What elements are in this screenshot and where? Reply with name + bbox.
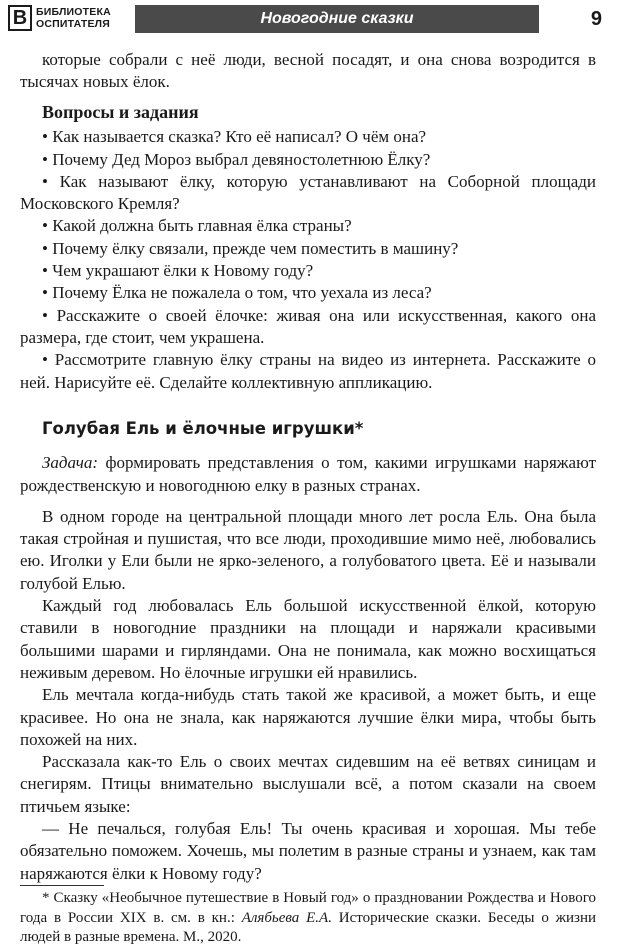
story-paragraph: Каждый год любовалась Ель большой искусственной ёлкой, которую ставили в новогодние праздники на площади и наряжали красивыми большими шарами и гирляндами. Она не понимала, как можно восхищаться неживым деревом. Но ёлочные игрушки ей нравились. — [20, 596, 596, 682]
question-item: • Почему Дед Мороз выбрал девяностолетнюю Ёлку? — [42, 149, 431, 169]
question-item: • Почему Ёлка не пожалела о том, что уехала из леса? — [42, 283, 432, 303]
question-item: • Расскажите о своей ёлочке: живая она или искусственная, какого она размера, где стоит, чем украшена. — [20, 305, 596, 347]
story-paragraph: В одном городе на центральной площади много лет росла Ель. Она была такая стройная и пушистая, что все люди, проходившие мимо неё, любовались ею. Иголки у Ели были не ярко-зеленого, а голубоватого цвета. Её и называли голубой Елью. — [20, 506, 596, 593]
questions-heading: Вопросы и задания — [42, 102, 199, 122]
series-logo-letter: В — [8, 5, 32, 31]
question-item: • Какой должна быть главная ёлка страны? — [42, 216, 352, 236]
footnote-author: Алябьева Е.А. — [241, 909, 332, 926]
footnote-divider — [20, 885, 104, 886]
series-logo-text — [36, 6, 111, 30]
series-logo-line2: ОСПИТАТЕЛЯ — [36, 18, 110, 30]
question-item: • Как называется сказка? Кто её написал? О чём она? — [42, 127, 427, 147]
series-logo-line1: БИБЛИОТЕКА — [36, 6, 111, 18]
task-label: Задача: — [42, 453, 99, 473]
footnote-paragraph — [20, 889, 596, 948]
story-paragraph: — Не печалься, голубая Ель! Ты очень красивая и хорошая. Мы тебе обязательно поможем. Хочешь, мы полетим в разные страны и узнаем, как там наряжаются ёлки к Новому году? — [20, 819, 596, 883]
running-title: Новогодние сказки — [260, 10, 414, 27]
question-item: • Как называют ёлку, которую устанавливают на Соборной площади Московского Кремля? — [20, 171, 596, 214]
question-item: • Чем украшают ёлки к Новому году? — [42, 261, 314, 281]
story-section — [20, 418, 596, 885]
story-paragraph: Рассказала как-то Ель о своих мечтах сидевшим на её ветвях синицам и снегирям. Птицы внимательно выслушали всё, а потом сказали на своем птичьем языке: — [20, 752, 596, 816]
intro-paragraph: которые собрали с неё люди, весной посадят, и она снова возродится в тысячах новых ёлок. — [20, 50, 596, 92]
question-item: • Рассмотрите главную ёлку страны на видео из интернета. Расскажите о ней. Нарисуйте её. Сделайте коллективную аппликацию. — [20, 350, 596, 392]
question-item: • Почему ёлку связали, прежде чем поместить в машину? — [42, 238, 459, 258]
footnote-after: Исторические сказки. Беседы о жизни людей в разные времена. М., 2020. — [20, 909, 597, 945]
footnote — [20, 889, 596, 948]
story-title: Голубая Ель и ёлочные игрушки* — [42, 419, 364, 438]
page-header — [8, 5, 612, 33]
story-paragraph: Ель мечтала когда-нибудь стать такой же красивой, а может быть, и еще красивее. Но она не знала, как наряжаются лучшие ёлки мира, чтобы быть похожей на них. — [20, 685, 596, 749]
story-task — [20, 452, 596, 497]
intro-text — [20, 49, 596, 94]
questions-section — [20, 101, 596, 394]
footnote-before: * Сказку «Необычное путешествие в Новый год» о праздновании Рождества и Нового года в России XIX в. см. в кн.: — [20, 890, 596, 926]
header-title-bar — [135, 5, 539, 33]
task-text: формировать представления о том, какими игрушками наряжают рождественскую и новогоднюю елку в разных странах. — [20, 453, 596, 495]
page-number: 9 — [590, 8, 602, 30]
